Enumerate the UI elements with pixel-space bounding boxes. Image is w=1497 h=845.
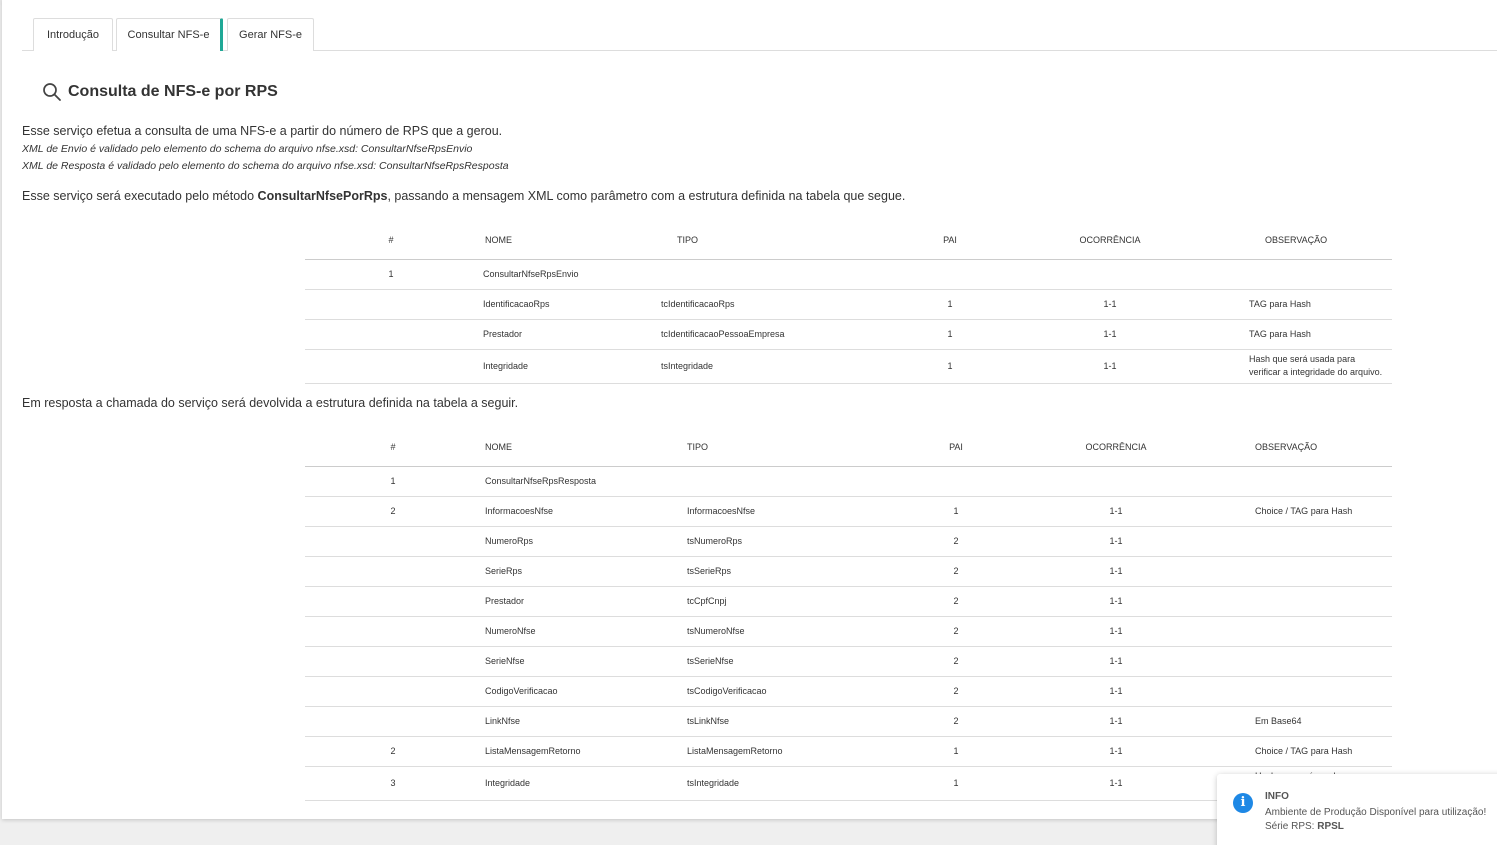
cell-num [305, 676, 481, 706]
header-tipo: TIPO [681, 428, 931, 466]
cell-ocorrencia: 1-1 [981, 676, 1251, 706]
tab-bar [22, 18, 1497, 51]
cell-ocorrencia: 1-1 [981, 526, 1251, 556]
cell-nome: Integridade [481, 766, 681, 800]
table-row [305, 259, 1392, 289]
request-table-header [305, 221, 1392, 259]
cell-ocorrencia: 1-1 [975, 289, 1245, 319]
method-name: ConsultarNfsePorRps [257, 189, 388, 203]
cell-ocorrencia: 1-1 [981, 706, 1251, 736]
cell-num [305, 289, 477, 319]
info-icon: i [1233, 793, 1253, 813]
table-row [305, 289, 1392, 319]
cell-ocorrencia: 1-1 [975, 349, 1245, 383]
table-row [305, 556, 1392, 586]
cell-nome: CodigoVerificacao [481, 676, 681, 706]
cell-observacao: Choice / TAG para Hash [1251, 496, 1392, 526]
method-post: , passando a mensagem XML como parâmetro com a estrutura definida na tabela que segue. [387, 189, 906, 203]
cell-observacao [1251, 586, 1392, 616]
cell-tipo: tsLinkNfse [681, 706, 931, 736]
search-icon [42, 82, 62, 102]
cell-observacao: TAG para Hash [1245, 289, 1392, 319]
cell-pai: 1 [925, 289, 975, 319]
cell-num [305, 526, 481, 556]
cell-nome: ConsultarNfseRpsEnvio [477, 259, 657, 289]
header-nome: NOME [477, 221, 657, 259]
cell-pai: 1 [931, 736, 981, 766]
cell-nome: Prestador [481, 586, 681, 616]
cell-pai: 2 [931, 646, 981, 676]
cell-pai [925, 259, 975, 289]
cell-tipo: tsNumeroRps [681, 526, 931, 556]
tab-consultar-nfse[interactable]: Consultar NFS-e [116, 18, 223, 51]
cell-num: 1 [305, 466, 481, 496]
table-row [305, 319, 1392, 349]
cell-tipo [657, 259, 925, 289]
cell-nome: NumeroRps [481, 526, 681, 556]
table-row [305, 496, 1392, 526]
cell-num: 1 [305, 259, 477, 289]
toast-serie [1265, 821, 1344, 832]
cell-ocorrencia: 1-1 [975, 319, 1245, 349]
cell-pai: 1 [931, 766, 981, 800]
response-table [305, 428, 1392, 801]
header-num: # [305, 428, 481, 466]
page-title-row [42, 82, 278, 102]
info-toast[interactable] [1217, 774, 1497, 845]
table-row [305, 736, 1392, 766]
tab-introducao[interactable]: Introdução [33, 18, 113, 51]
cell-ocorrencia: 1-1 [981, 766, 1251, 800]
cell-ocorrencia: 1-1 [981, 646, 1251, 676]
table-row [305, 706, 1392, 736]
request-table [305, 221, 1392, 384]
cell-observacao: Choice / TAG para Hash [1251, 736, 1392, 766]
cell-observacao [1251, 466, 1392, 496]
cell-observacao [1245, 259, 1392, 289]
cell-num: 2 [305, 496, 481, 526]
table-row [305, 646, 1392, 676]
header-observacao: OBSERVAÇÃO [1251, 428, 1392, 466]
cell-nome: LinkNfse [481, 706, 681, 736]
cell-pai: 2 [931, 706, 981, 736]
cell-nome: SerieNfse [481, 646, 681, 676]
cell-num [305, 556, 481, 586]
cell-pai: 2 [931, 676, 981, 706]
table-row [305, 349, 1392, 383]
cell-num [305, 646, 481, 676]
cell-tipo: tsSerieRps [681, 556, 931, 586]
cell-pai: 2 [931, 586, 981, 616]
cell-pai: 2 [931, 556, 981, 586]
cell-pai [931, 466, 981, 496]
cell-tipo: tcIdentificacaoRps [657, 289, 925, 319]
cell-observacao [1251, 616, 1392, 646]
method-description [22, 189, 905, 203]
cell-num [305, 706, 481, 736]
header-pai: PAI [925, 221, 975, 259]
cell-observacao: Em Base64 [1251, 706, 1392, 736]
intro-xml-envio: XML de Envio é validado pelo elemento do schema do arquivo nfse.xsd: ConsultarNfseRpsEnvio [22, 143, 473, 155]
header-observacao: OBSERVAÇÃO [1245, 221, 1392, 259]
cell-observacao: TAG para Hash [1245, 319, 1392, 349]
table-row [305, 616, 1392, 646]
cell-tipo: tsIntegridade [657, 349, 925, 383]
cell-pai: 2 [931, 526, 981, 556]
cell-num [305, 616, 481, 646]
cell-tipo: ListaMensagemRetorno [681, 736, 931, 766]
page-title: Consulta de NFS-e por RPS [68, 83, 278, 100]
tab-gerar-nfse[interactable]: Gerar NFS-e [227, 18, 314, 51]
cell-pai: 2 [931, 616, 981, 646]
content-card [2, 0, 1497, 819]
cell-nome: IdentificacaoRps [477, 289, 657, 319]
table-row [305, 676, 1392, 706]
cell-num [305, 586, 481, 616]
header-ocorrencia: OCORRÊNCIA [975, 221, 1245, 259]
cell-observacao [1251, 556, 1392, 586]
toast-serie-label: Série RPS: [1265, 821, 1318, 832]
cell-ocorrencia [981, 466, 1251, 496]
cell-num [305, 349, 477, 383]
cell-nome: NumeroNfse [481, 616, 681, 646]
cell-tipo: tsNumeroNfse [681, 616, 931, 646]
response-description: Em resposta a chamada do serviço será devolvida a estrutura definida na tabela a seguir. [22, 396, 519, 410]
cell-pai: 1 [925, 349, 975, 383]
cell-nome: ListaMensagemRetorno [481, 736, 681, 766]
toast-title: INFO [1265, 791, 1289, 802]
cell-ocorrencia [975, 259, 1245, 289]
header-nome: NOME [481, 428, 681, 466]
cell-nome: SerieRps [481, 556, 681, 586]
table-row [305, 466, 1392, 496]
cell-observacao [1251, 526, 1392, 556]
table-row [305, 526, 1392, 556]
header-pai: PAI [931, 428, 981, 466]
cell-tipo: tcCpfCnpj [681, 586, 931, 616]
cell-num: 3 [305, 766, 481, 800]
cell-tipo: tcIdentificacaoPessoaEmpresa [657, 319, 925, 349]
header-tipo: TIPO [657, 221, 925, 259]
cell-num: 2 [305, 736, 481, 766]
cell-ocorrencia: 1-1 [981, 616, 1251, 646]
cell-ocorrencia: 1-1 [981, 736, 1251, 766]
response-table-header [305, 428, 1392, 466]
cell-nome: Prestador [477, 319, 657, 349]
cell-tipo: tsCodigoVerificacao [681, 676, 931, 706]
cell-observacao [1251, 646, 1392, 676]
cell-num [305, 319, 477, 349]
cell-tipo: InformacoesNfse [681, 496, 931, 526]
cell-observacao [1251, 676, 1392, 706]
cell-nome: InformacoesNfse [481, 496, 681, 526]
cell-tipo: tsSerieNfse [681, 646, 931, 676]
cell-nome: ConsultarNfseRpsResposta [481, 466, 681, 496]
cell-tipo: tsIntegridade [681, 766, 931, 800]
toast-message: Ambiente de Produção Disponível para utilização! [1265, 807, 1487, 818]
toast-serie-value: RPSL [1317, 821, 1344, 832]
cell-nome: Integridade [477, 349, 657, 383]
intro-description: Esse serviço efetua a consulta de uma NFS-e a partir do número de RPS que a gerou. [22, 124, 503, 138]
cell-ocorrencia: 1-1 [981, 586, 1251, 616]
cell-pai: 1 [931, 496, 981, 526]
cell-observacao: Hash que será usada para verificar a integridade do arquivo. [1245, 349, 1392, 383]
table-row [305, 586, 1392, 616]
cell-pai: 1 [925, 319, 975, 349]
cell-tipo [681, 466, 931, 496]
cell-ocorrencia: 1-1 [981, 496, 1251, 526]
cell-ocorrencia: 1-1 [981, 556, 1251, 586]
header-ocorrencia: OCORRÊNCIA [981, 428, 1251, 466]
method-pre: Esse serviço será executado pelo método [22, 189, 258, 203]
intro-xml-resposta: XML de Resposta é validado pelo elemento do schema do arquivo nfse.xsd: ConsultarNfseRpsResposta [22, 160, 509, 172]
header-num: # [305, 221, 477, 259]
